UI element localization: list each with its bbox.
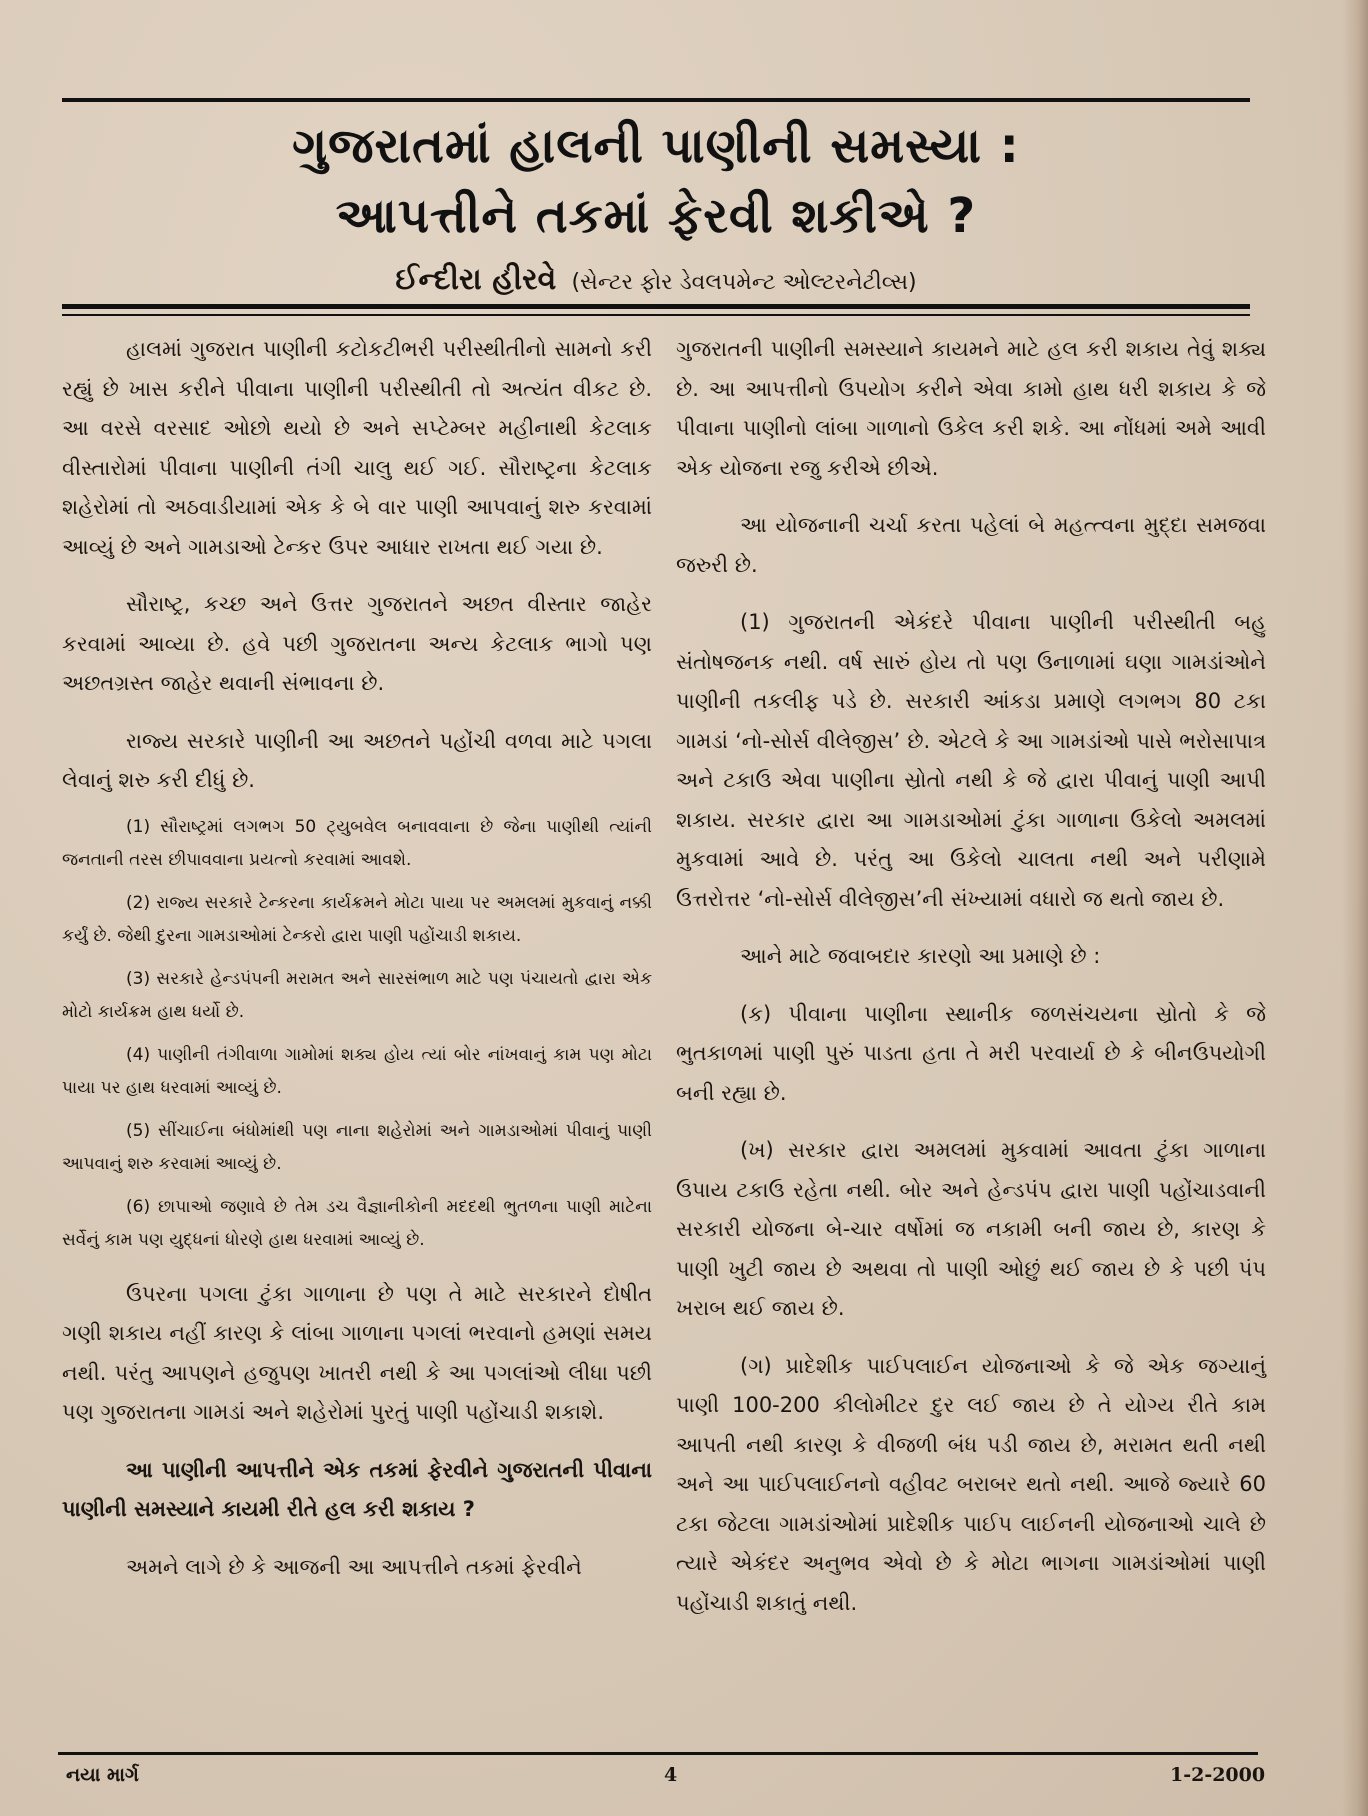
header-bottom-rule-thin: [62, 314, 1250, 316]
header-bottom-rule-thick: [62, 304, 1250, 309]
paragraph: (ક) પીવાના પાણીના સ્થાનીક જળસંચયના સ્રોતો કે જે ભુતકાળમાં પાણી પુરું પાડતા હતા તે મરી પરવાર્યા છે કે બીનઉપયોગી બની રહ્યા છે.: [676, 1001, 1266, 1105]
paragraph: (ગ) પ્રાદેશીક પાઈપલાઈન યોજનાઓ કે જે એક જગ્યાનું પાણી 100-200 કીલોમીટર દુર લઈ જાય છે તે યોગ્ય રીતે કામ આપતી નથી કારણ કે વીજળી બંધ પડી જાય છે, મરામત થતી નથી અને આ પાઈપલાઈનનો વહીવટ બરાબર થતો નથી. આજે જ્યારે 60 ટકા જેટલા ગામડાંઓમાં પ્રાદેશીક પાઈપ લાઈનની યોજનાઓ ચાલે છે ત્યારે એકંદર અનુભવ એવો છે કે મોટા ભાગના ગામડાંઓમાં પાણી પહોંચાડી શકાતું નથી.: [676, 1353, 1266, 1615]
paragraph: (1) ગુજરાતની એકંદરે પીવાના પાણીની પરીસ્થીતી બહુ સંતોષજનક નથી. વર્ષ સારું હોય તો પણ ઉનાળામાં ઘણા ગામડાંઓને પાણીની તકલીફ પડે છે. સરકારી આંકડા પ્રમાણે લગભગ 80 ટકા ગામડાં ‘નો-સોર્સ વીલેજીસ’ છે. એટલે કે આ ગામડાંઓ પાસે ભરોસાપાત્ર અને ટકાઉ એવા પાણીના સ્રોતો નથી કે જે દ્વારા પીવાનું પાણી આપી શકાય. સરકાર દ્વારા આ ગામડાઓમાં ટુંકા ગાળાના ઉકેલો અમલમાં મુકવામાં આવે છે. પરંતુ આ ઉકેલો ચાલતા નથી અને પરીણામે ઉત્તરોત્તર ‘નો-સોર્સ વીલેજીસ’ની સંખ્યામાં વધારો જ થતો જાય છે.: [676, 610, 1266, 911]
article-title-line2: આપત્તીને તકમાં ફેરવી શકીએ ?: [335, 188, 977, 244]
paragraph: (1) સૌરાષ્ટ્રમાં લગભગ 50 ટ્યુબવેલ બનાવવાના છે જેના પાણીથી ત્યાંની જનતાની તરસ છીપાવવાના પ્રયત્નો કરવામાં આવશે.: [62, 816, 652, 870]
header-top-rule: [62, 98, 1250, 102]
publication-name: નયા માર્ગ: [66, 1764, 139, 1786]
byline: [62, 262, 1250, 297]
right-column: [676, 330, 1266, 1623]
paragraph: (6) છાપાઓ જણાવે છે તેમ ડચ વૈજ્ઞાનીકોની મદદથી ભુતળના પાણી માટેના સર્વેનું કામ પણ યુદ્ધનાં ધોરણે હાથ ધરવામાં આવ્યું છે.: [62, 1196, 652, 1250]
paragraph: (3) સરકારે હેન્ડપંપની મરામત અને સારસંભાળ માટે પણ પંચાયતો દ્વારા એક મોટો કાર્યક્રમ હાથ ધર્યો છે.: [62, 968, 652, 1022]
issue-date: 1-2-2000: [1170, 1764, 1266, 1786]
paragraph: (4) પાણીની તંગીવાળા ગામોમાં શક્ય હોય ત્યાં બોર નાંખવાનું કામ પણ મોટા પાયા પર હાથ ધરવામાં આવ્યું છે.: [62, 1044, 652, 1098]
author-organization: (સેન્ટર ફોર ડેવલપમેન્ટ ઓલ્ટરનેટીવ્સ): [571, 270, 917, 295]
paragraph: (5) સીંચાઈના બંધોમાંથી પણ નાના શહેરોમાં અને ગામડાઓમાં પીવાનું પાણી આપવાનું શરુ કરવામાં આવ્યું છે.: [62, 1120, 652, 1174]
paragraph: (ખ) સરકાર દ્વારા અમલમાં મુકવામાં આવતા ટુંકા ગાળાના ઉપાય ટકાઉ રહેતા નથી. બોર અને હેન્ડપંપ દ્વારા પાણી પહોંચાડવાની સરકારી યોજના બે-ચાર વર્ષોમાં જ નકામી બની જાય છે, કારણ કે પાણી ખુટી જાય છે અથવા તો પાણી ઓછું થઈ જાય છે કે પછી પંપ ખરાબ થઈ જાય છે.: [676, 1138, 1266, 1320]
torn-page-edge: [1342, 0, 1368, 1816]
paragraph: (2) રાજ્ય સરકારે ટેન્કરના કાર્યક્રમને મોટા પાયા પર અમલમાં મુકવાનું નક્કી કર્યું છે. જેથી દુરના ગામડાઓમાં ટેન્કરો દ્વારા પાણી પહોંચાડી શકાય.: [62, 892, 652, 946]
paragraph: હાલમાં ગુજરાત પાણીની કટોકટીભરી પરીસ્થીતીનો સામનો કરી રહ્યું છે ખાસ કરીને પીવાના પાણીની પરીસ્થીતી તો અત્યંત વીકટ છે. આ વરસે વરસાદ ઓછો થયો છે અને સપ્ટેમ્બર મહીનાથી કેટલાક વીસ્તારોમાં પીવાના પાણીની તંગી ચાલુ થઈ ગઈ. સૌરાષ્ટ્રના કેટલાક શહેરોમાં તો અઠવાડીયામાં એક કે બે વાર પાણી આપવાનું શરુ કરવામાં આવ્યું છે અને ગામડાઓ ટેન્કર ઉપર આધાર રાખતા થઈ ગયા છે.: [62, 337, 652, 559]
author-name: ઈન્દીરા હીરવે: [395, 262, 557, 297]
article-title-line1: ગુજરાતમાં હાલની પાણીની સમસ્યા :: [292, 118, 1020, 174]
paragraph: આ યોજનાની ચર્ચા કરતા પહેલાં બે મહત્ત્વના મુદ્દા સમજવા જરુરી છે.: [676, 513, 1266, 577]
paragraph: આને માટે જવાબદાર કારણો આ પ્રમાણે છે :: [740, 944, 1101, 968]
paragraph: ગુજરાતની પાણીની સમસ્યાને કાયમને માટે હલ કરી શકાય તેવું શક્ય છે. આ આપત્તીનો ઉપયોગ કરીને એવા કામો હાથ ધરી શકાય કે જે પીવાના પાણીનો લાંબા ગાળાનો ઉકેલ કરી શકે. આ નોંધમાં અમે આવી એક યોજના રજુ કરીએ છીએ.: [676, 337, 1266, 480]
paragraph: ઉપરના પગલા ટુંકા ગાળાના છે પણ તે માટે સરકારને દોષીત ગણી શકાય નહીં કારણ કે લાંબા ગાળાના પગલાં ભરવાનો હમણાં સમય નથી. પરંતુ આપણને હજુપણ ખાતરી નથી કે આ પગલાંઓ લીધા પછી પણ ગુજરાતના ગામડાં અને શહેરોમાં પુરતું પાણી પહોંચાડી શકાશે.: [62, 1281, 652, 1424]
paragraph: અમને લાગે છે કે આજની આ આપત્તીને તકમાં ફેરવીને: [126, 1554, 582, 1579]
paragraph: આ પાણીની આપત્તીને એક તકમાં ફેરવીને ગુજરાતની પીવાના પાણીની સમસ્યાને કાયમી રીતે હલ કરી શકાય ?: [62, 1457, 652, 1521]
paragraph: રાજ્ય સરકારે પાણીની આ અછતને પહોંચી વળવા માટે પગલા લેવાનું શરુ કરી દીધું છે.: [62, 728, 652, 792]
paragraph: સૌરાષ્ટ્ર, કચ્છ અને ઉત્તર ગુજરાતને અછત વીસ્તાર જાહેર કરવામાં આવ્યા છે. હવે પછી ગુજરાતના અન્ય કેટલાક ભાગો પણ અછતગ્રસ્ત જાહેર થવાની સંભાવના છે.: [62, 592, 652, 695]
footer-rule: [58, 1752, 1258, 1755]
page-number: 4: [664, 1764, 678, 1786]
left-column: [62, 330, 652, 1587]
